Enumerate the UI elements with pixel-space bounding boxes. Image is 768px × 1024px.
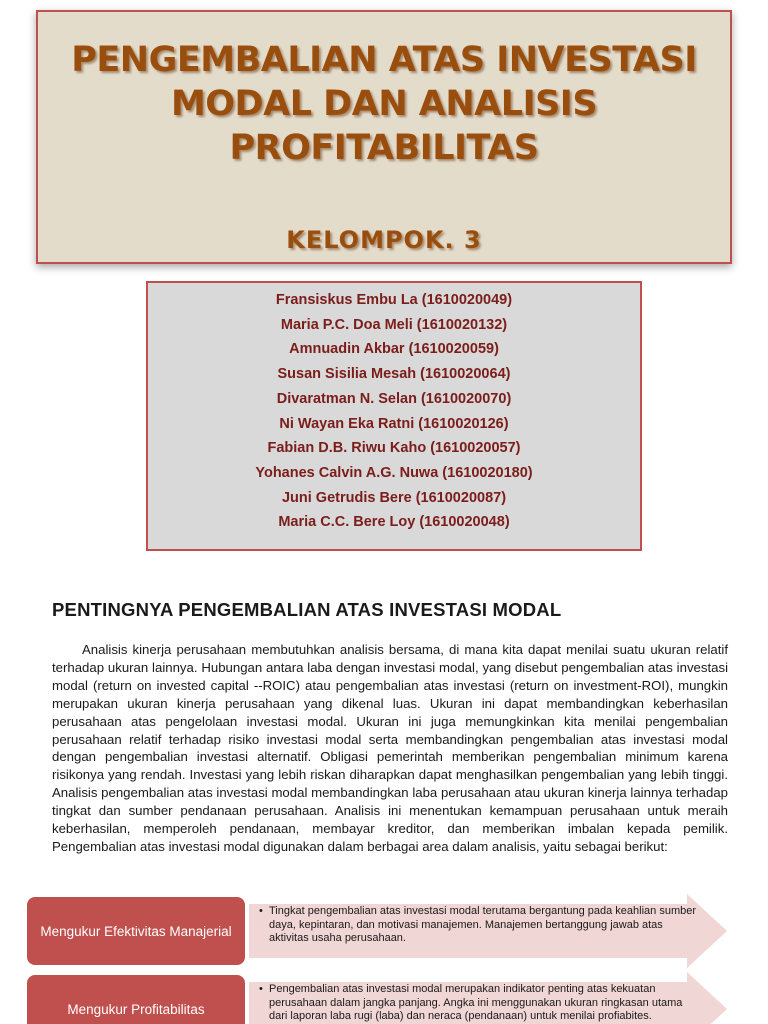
diagram-label: Mengukur Efektivitas Manajerial <box>27 897 245 965</box>
body-paragraph: Analisis kinerja perusahaan membutuhkan analisis bersama, di mana kita dapat menilai suatu ukuran relatif terhadap ukuran lainnya. Hubungan antara laba dengan investasi modal, yang disebut pengembalian atas investasi modal (return on invested capital --ROIC) atau pengembalian atas investasi (return on investment-ROI), mungkin merupakan ukuran kinerja perusahaan yang dikenal luas. Ukuran ini dapat membandingkan keberhasilan perusahaan atas pengelolaan investasi modal. Ukuran ini juga memungkinkan kita menilai pengembalian perusahaan relatif terhadap risiko investasi modal serta membandingkan pengembalian atas investasi modal dengan pengembalian investasi alternatif. Obligasi pemerintah memberikan pengembalian minimum karena risikonya yang rendah. Investasi yang lebih riskan diharapkan dapat menghasilkan pengembalian yang lebih tinggi. Analisis pengembalian atas investasi modal membandingkan laba perusahaan atau ukuran kinerja lainnya terhadap tingkat dan sumber pendanaan perusahaan. Analisis ini menentukan kemampuan perusahaan untuk meraih keberhasilan, memperoleh pendanaan, membayar kreditor, dan memberikan imbalan kepada pemilik. Pengembalian atas investasi modal digunakan dalam berbagai area dalam analisis, yaitu sebagai berikut: <box>52 642 728 854</box>
member-name: Amnuadin Akbar (1610020059) <box>289 341 499 358</box>
diagram-row-managerial <box>27 894 737 966</box>
member-name: Maria P.C. Doa Meli (1610020132) <box>280 316 508 333</box>
member-name: Juni Getrudis Bere (1610020087) <box>281 489 507 506</box>
document-title <box>38 38 730 170</box>
arrow-text <box>259 905 703 946</box>
member-name: Fabian D.B. Riwu Kaho (1610020057) <box>267 440 521 457</box>
bullet-icon: • <box>259 905 263 917</box>
arrow-text-content: Pengembalian atas investasi modal merupakan indikator penting atas kekuatan perusahaan dalam jangka panjang. Angka ini menggunakan ukuran ringkasan utama dari laporan laba rugi (laba) dan neraca (pendanaan) untuk menilai profiabites. <box>269 983 683 1023</box>
title-box <box>36 10 732 264</box>
section-heading: PENTINGNYA PENGEMBALIAN ATAS INVESTASI MODAL <box>52 599 562 620</box>
member-name: Divaratman N. Selan (1610020070) <box>276 390 512 407</box>
arrow-text-content: Tingkat pengembalian atas investasi modal terutama bergantung pada keahlian sumber daya, kepintaran, dan motivasi manajemen. Manajemen bertanggung jawab atas aktivitas usaha perusahaan. <box>269 905 697 945</box>
members-box <box>146 281 642 551</box>
diagram-row-profitability <box>27 972 737 1024</box>
title-line: PROFITABILITAS <box>229 128 539 168</box>
member-name: Susan Sisilia Mesah (1610020064) <box>277 366 511 383</box>
group-label: KELOMPOK. 3 <box>286 226 482 254</box>
bullet-icon: • <box>259 983 263 995</box>
member-name: Yohanes Calvin A.G. Nuwa (1610020180) <box>255 464 533 481</box>
member-name: Maria C.C. Bere Loy (1610020048) <box>278 514 510 531</box>
arrow-text <box>259 983 703 1024</box>
diagram-label: Mengukur Profitabilitas <box>27 975 245 1024</box>
member-name: Fransiskus Embu La (1610020049) <box>275 292 513 308</box>
title-line: PENGEMBALIAN ATAS INVESTASI <box>71 40 697 80</box>
member-name: Ni Wayan Eka Ratni (1610020126) <box>279 415 509 432</box>
title-line: MODAL DAN ANALISIS <box>170 84 598 124</box>
members-list <box>148 288 640 535</box>
